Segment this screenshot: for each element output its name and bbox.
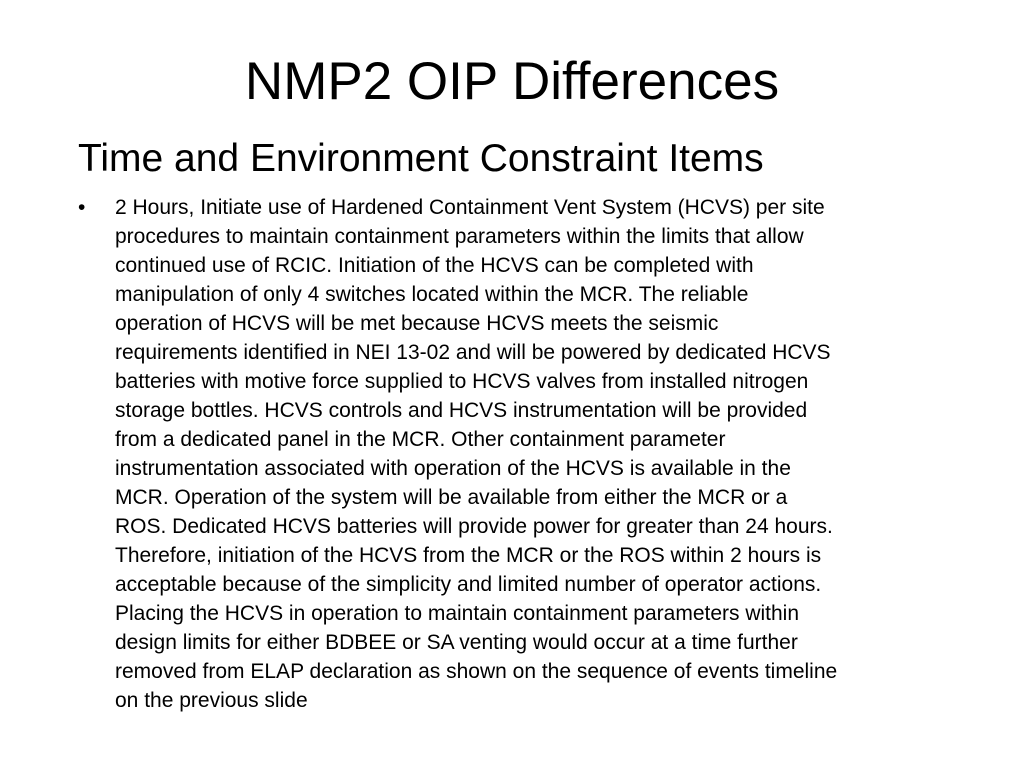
bullet-icon: • <box>78 196 86 219</box>
bullet-line: batteries with motive force supplied to HCVS valves from installed nitrogen <box>115 370 809 393</box>
bullet-line: manipulation of only 4 switches located within the MCR. The reliable <box>115 283 749 306</box>
slide-title: NMP2 OIP Differences <box>244 52 780 111</box>
bullet-line: from a dedicated panel in the MCR. Other containment parameter <box>115 428 726 451</box>
bullet-line: instrumentation associated with operation of the HCVS is available in the <box>115 457 791 480</box>
bullet-line: acceptable because of the simplicity and limited number of operator actions. <box>115 573 822 596</box>
bullet-line: design limits for either BDBEE or SA venting would occur at a time further <box>115 631 798 654</box>
slide-subtitle: Time and Environment Constraint Items <box>78 137 764 180</box>
bullet-line: Therefore, initiation of the HCVS from the MCR or the ROS within 2 hours is <box>115 544 822 567</box>
bullet-text <box>115 193 958 715</box>
bullet-list <box>78 193 958 715</box>
bullet-line: continued use of RCIC. Initiation of the HCVS can be completed with <box>115 254 754 277</box>
bullet-line: ROS. Dedicated HCVS batteries will provide power for greater than 24 hours. <box>115 515 833 538</box>
bullet-line: storage bottles. HCVS controls and HCVS instrumentation will be provided <box>115 399 808 422</box>
bullet-line: 2 Hours, Initiate use of Hardened Containment Vent System (HCVS) per site <box>115 196 825 219</box>
bullet-line: procedures to maintain containment parameters within the limits that allow <box>115 225 804 248</box>
bullet-line: removed from ELAP declaration as shown on the sequence of events timeline <box>115 660 838 683</box>
bullet-line: MCR. Operation of the system will be available from either the MCR or a <box>115 486 788 509</box>
bullet-line: on the previous slide <box>115 689 308 712</box>
bullet-line: Placing the HCVS in operation to maintain containment parameters within <box>115 602 800 625</box>
bullet-line: operation of HCVS will be met because HCVS meets the seismic <box>115 312 719 335</box>
bullet-line: requirements identified in NEI 13-02 and will be powered by dedicated HCVS <box>115 341 831 364</box>
bullet-item <box>78 193 958 715</box>
